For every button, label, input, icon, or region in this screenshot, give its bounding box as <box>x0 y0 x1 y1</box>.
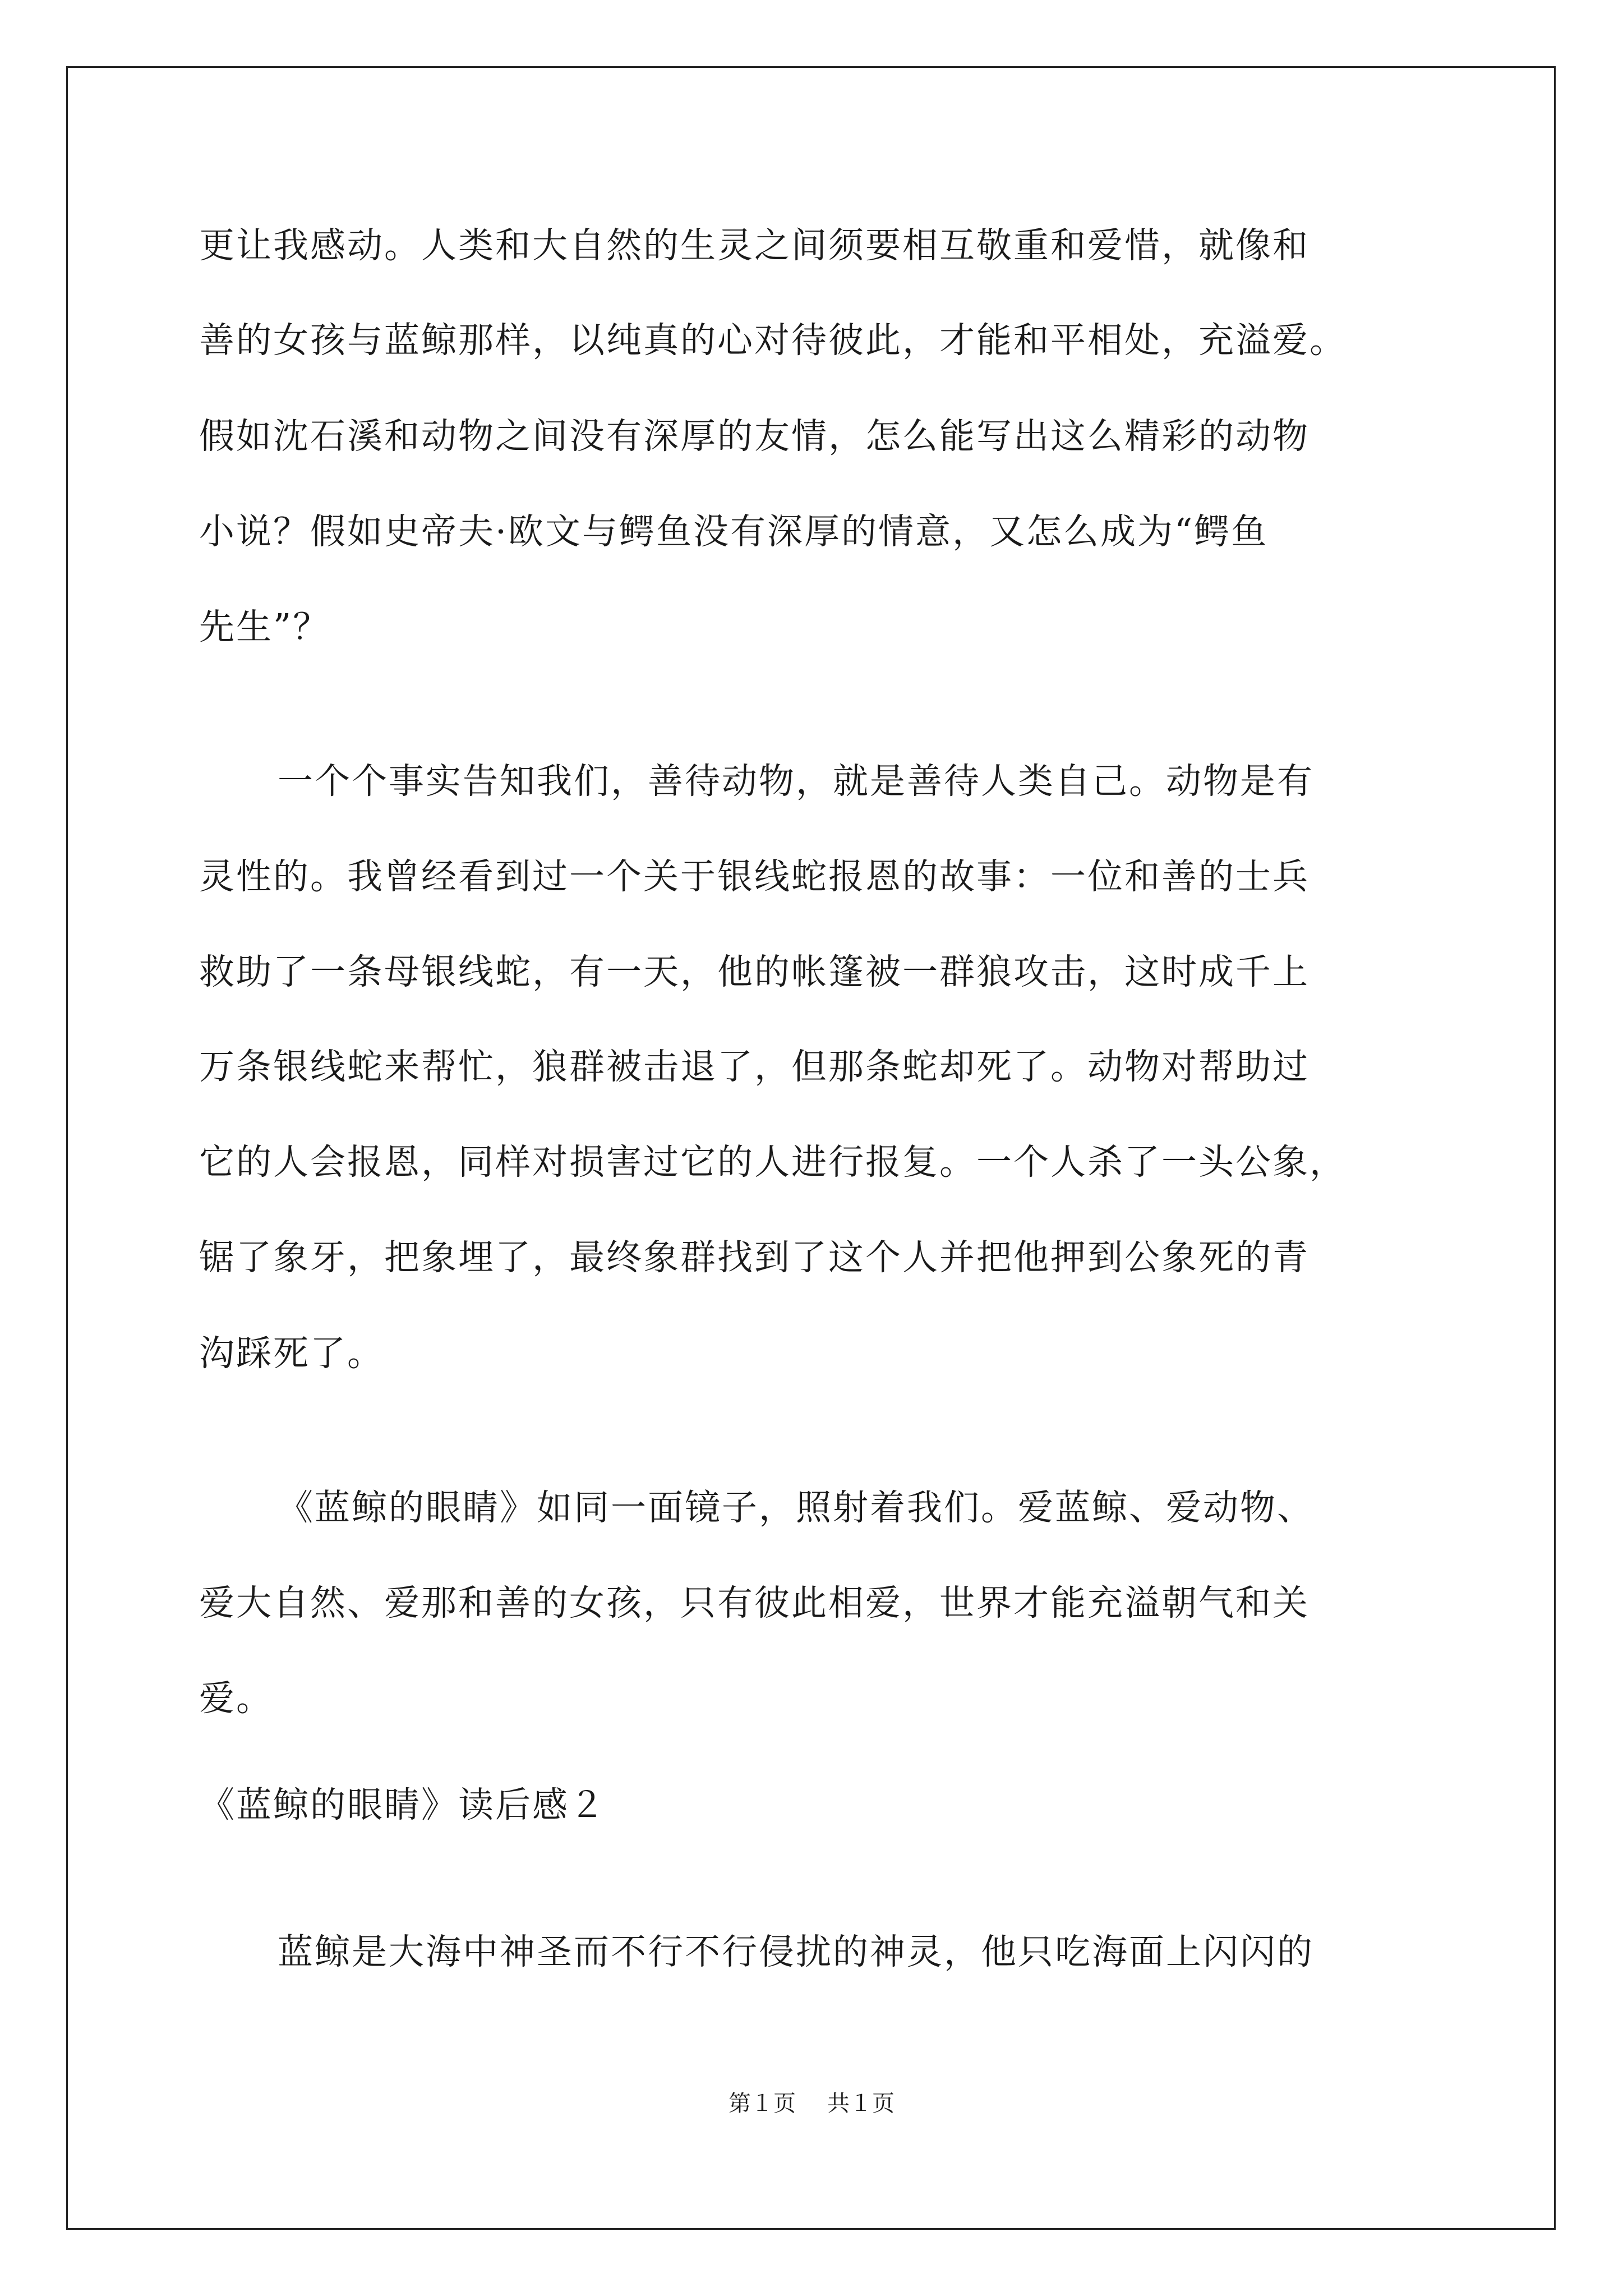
paragraph-line: 更让我感动。人类和大自然的生灵之间须要相互敬重和爱惜，就像和 <box>199 225 1310 266</box>
paragraph-line: 爱大自然、爱那和善的女孩，只有彼此相爱，世界才能充溢朝气和关 <box>199 1582 1310 1623</box>
paragraph-line: 小说？假如史帝夫·欧文与鳄鱼没有深厚的情意，又怎么成为“鳄鱼 <box>199 511 1269 552</box>
page-number-total: 共１页 <box>827 2091 895 2116</box>
paragraph-line: 爱。 <box>199 1678 273 1719</box>
paragraph-line: 假如沈石溪和动物之间没有深厚的友情，怎么能写出这么精彩的动物 <box>199 416 1310 457</box>
paragraph-line: 先生”？ <box>199 606 330 647</box>
paragraph-line: 灵性的。我曾经看到过一个关于银线蛇报恩的故事：一位和善的士兵 <box>199 856 1310 897</box>
paragraph-line: 善的女孩与蓝鲸那样，以纯真的心对待彼此，才能和平相处，充溢爱。 <box>199 320 1347 361</box>
page-footer <box>0 2090 1623 2118</box>
paragraph-line: 一个个事实告知我们，善待动物，就是善待人类自己。动物是有 <box>278 761 1314 802</box>
paragraph-line: 救助了一条母银线蛇，有一天，他的帐篷被一群狼攻击，这时成千上 <box>199 951 1310 992</box>
page-number-current: 第１页 <box>728 2091 796 2116</box>
paragraph-line: 《蓝鲸的眼睛》如同一面镜子，照射着我们。爱蓝鲸、爱动物、 <box>278 1487 1314 1528</box>
section-heading: 《蓝鲸的眼睛》读后感２ <box>199 1784 606 1825</box>
paragraph-line: 它的人会报恩，同样对损害过它的人进行报复。一个人杀了一头公象， <box>199 1142 1347 1182</box>
paragraph-line: 锯了象牙，把象埋了，最终象群找到了这个人并把他押到公象死的青 <box>199 1237 1310 1278</box>
paragraph-line: 万条银线蛇来帮忙，狼群被击退了，但那条蛇却死了。动物对帮助过 <box>199 1046 1310 1087</box>
paragraph-line: 沟踩死了。 <box>199 1333 384 1374</box>
paragraph-line: 蓝鲸是大海中神圣而不行不行侵扰的神灵，他只吃海面上闪闪的 <box>278 1931 1314 1972</box>
